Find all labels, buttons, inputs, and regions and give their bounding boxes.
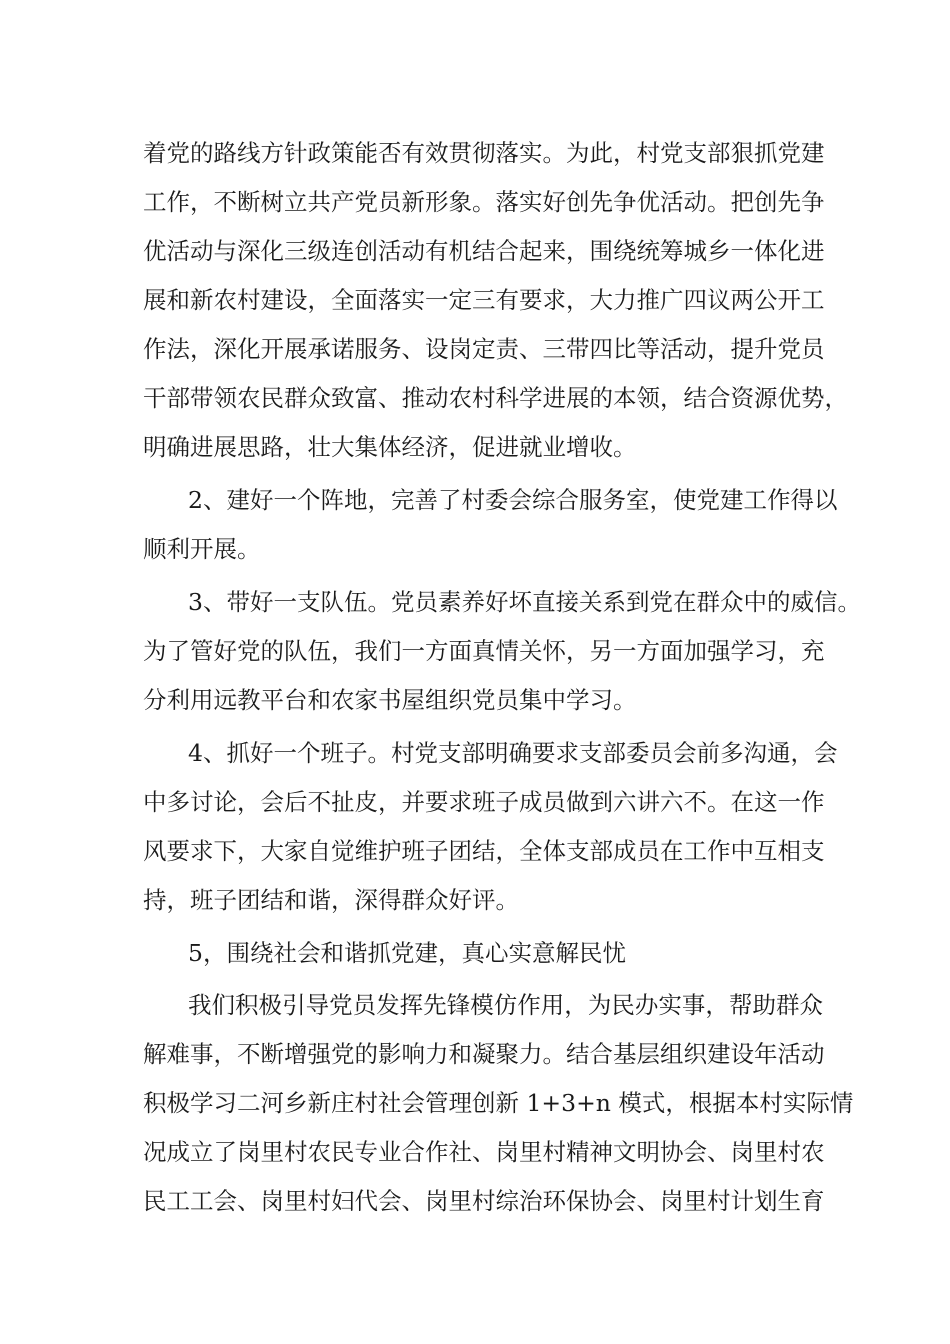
text-line-15: 风要求下，大家自觉维护班子团结，全体支部成员在工作中互相支 [143, 837, 825, 865]
text-line-11: 为了管好党的队伍，我们一方面真情关怀，另一方面加强学习，充 [143, 637, 825, 665]
text-line-20: 积极学习二河乡新庄村社会管理创新 1+3+n 模式，根据本村实际情 [143, 1089, 854, 1117]
text-line-10: 3、带好一支队伍。党员素养好坏直接关系到党在群众中的威信。 [188, 588, 861, 616]
text-line-18: 我们积极引导党员发挥先锋模仿作用，为民办实事，帮助群众 [188, 991, 823, 1019]
text-line-7: 明确进展思路，壮大集体经济，促进就业增收。 [143, 433, 637, 461]
text-line-12: 分利用远教平台和农家书屋组织党员集中学习。 [143, 686, 637, 714]
text-line-22: 民工工会、岗里村妇代会、岗里村综治环保协会、岗里村计划生育 [143, 1187, 825, 1215]
text-line-17: 5，围绕社会和谐抓党建，真心实意解民忧 [188, 939, 626, 967]
text-line-3: 优活动与深化三级连创活动有机结合起来，围绕统筹城乡一体化进 [143, 237, 825, 265]
text-line-6: 干部带领农民群众致富、推动农村科学进展的本领，结合资源优势， [143, 384, 848, 412]
text-line-2: 工作，不断树立共产党员新形象。落实好创先争优活动。把创先争 [143, 188, 825, 216]
text-line-14: 中多讨论，会后不扯皮，并要求班子成员做到六讲六不。在这一作 [143, 788, 825, 816]
text-line-19: 解难事，不断增强党的影响力和凝聚力。结合基层组织建设年活动 [143, 1040, 825, 1068]
text-line-4: 展和新农村建设，全面落实一定三有要求，大力推广四议两公开工 [143, 286, 825, 314]
text-line-13: 4、抓好一个班子。村党支部明确要求支部委员会前多沟通，会 [188, 739, 838, 767]
text-line-9: 顺利开展。 [143, 535, 261, 563]
text-line-5: 作法，深化开展承诺服务、设岗定责、三带四比等活动，提升党员 [143, 335, 825, 363]
text-line-21: 况成立了岗里村农民专业合作社、岗里村精神文明协会、岗里村农 [143, 1138, 825, 1166]
text-line-1: 着党的路线方针政策能否有效贯彻落实。为此，村党支部狠抓党建 [143, 139, 825, 167]
text-line-16: 持，班子团结和谐，深得群众好评。 [143, 886, 519, 914]
text-line-8: 2、建好一个阵地，完善了村委会综合服务室，使党建工作得以 [188, 486, 838, 514]
